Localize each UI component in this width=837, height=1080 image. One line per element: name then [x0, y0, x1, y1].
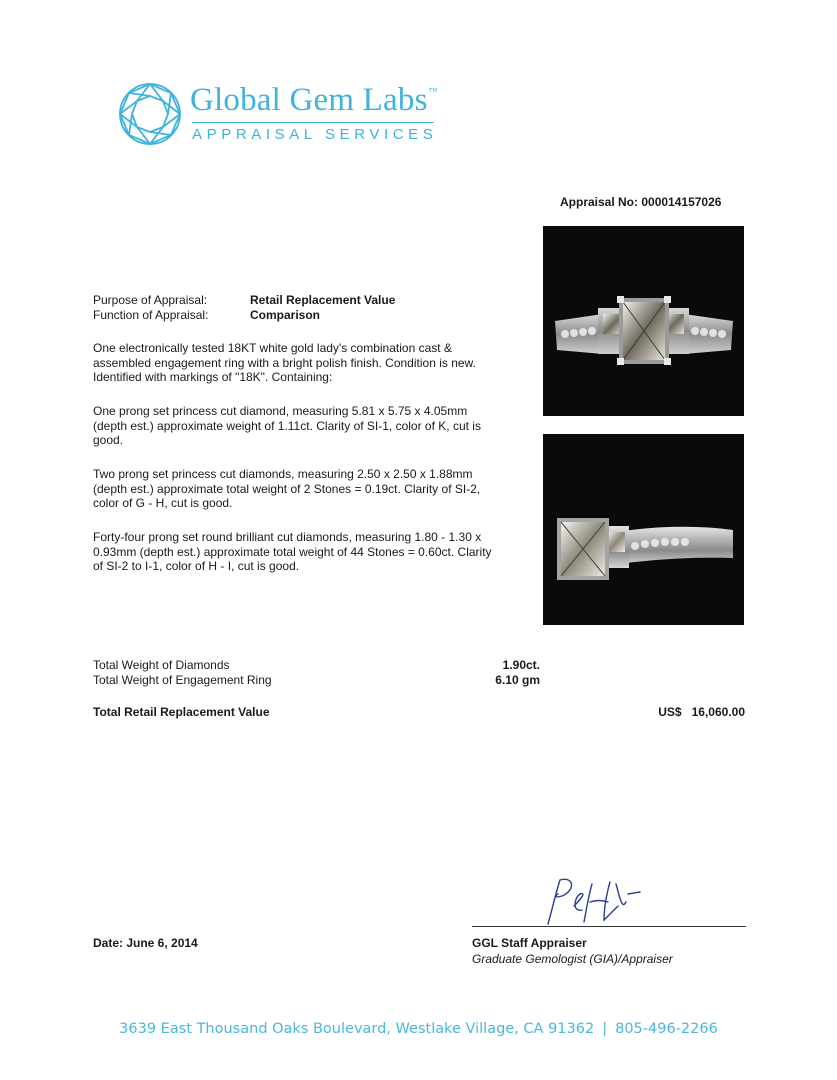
brand-subtitle: APPRAISAL SERVICES — [192, 126, 438, 143]
description-paragraph: Forty-four prong set round brilliant cut diamonds, measuring 1.80 - 1.30 x 0.93mm (depth est.) approximate total weight of 44 Stones = 0.60ct. Clarity of SI-2 to I-1, color of H - I, cut is good. — [93, 530, 492, 574]
handwritten-signature — [530, 872, 650, 932]
footer-phone: 805-496-2266 — [615, 1021, 718, 1037]
brand-logo — [116, 80, 456, 150]
total-retail-value: US$ 16,060.00 — [658, 705, 745, 719]
function-value: Comparison — [250, 308, 321, 322]
function-label: Function of Appraisal: — [93, 308, 209, 322]
ring-top-image — [543, 226, 744, 416]
appraisal-number: Appraisal No: 000014157026 — [560, 195, 722, 209]
ring-photo-top — [543, 226, 744, 416]
total-ring-label: Total Weight of Engagement Ring — [93, 673, 272, 687]
total-diamonds-label: Total Weight of Diamonds — [93, 658, 230, 672]
signature-line — [472, 926, 746, 927]
footer-address: 3639 East Thousand Oaks Boulevard, Westlake Village, CA 91362 — [119, 1021, 595, 1037]
description-paragraph: One electronically tested 18KT white gold lady's combination cast & assembled engagement ring with a bright polish finish. Condition is new. Identified with markings of "18K". Containing: — [93, 341, 476, 385]
total-ring-value: 6.10 gm — [495, 673, 540, 687]
gem-logo-icon — [116, 80, 184, 148]
function-row — [93, 308, 513, 322]
footer-contact — [0, 1021, 837, 1037]
description-paragraph: One prong set princess cut diamond, measuring 5.81 x 5.75 x 4.05mm (depth est.) approximate weight of 1.11ct. Clarity of SI-1, color of K, cut is good. — [93, 404, 481, 448]
brand-name: Global Gem Labs™ — [190, 82, 438, 118]
ring-photo-side — [543, 434, 744, 625]
logo-divider — [192, 122, 434, 123]
appraiser-name: GGL Staff Appraiser — [472, 936, 587, 950]
purpose-row — [93, 293, 513, 307]
appraiser-title: Graduate Gemologist (GIA)/Appraiser — [472, 952, 673, 966]
total-diamonds-value: 1.90ct. — [502, 658, 540, 672]
ring-side-image — [543, 434, 744, 625]
purpose-label: Purpose of Appraisal: — [93, 293, 208, 307]
footer-separator: | — [602, 1021, 608, 1037]
total-retail-label: Total Retail Replacement Value — [93, 705, 270, 719]
description-paragraph: Two prong set princess cut diamonds, measuring 2.50 x 2.50 x 1.88mm (depth est.) approximate total weight of 2 Stones = 0.19ct. Clarity of SI-2, color of G - H, cut is good. — [93, 467, 481, 511]
purpose-value: Retail Replacement Value — [250, 293, 396, 307]
appraisal-date: Date: June 6, 2014 — [93, 936, 198, 950]
trademark-symbol: ™ — [428, 86, 438, 96]
